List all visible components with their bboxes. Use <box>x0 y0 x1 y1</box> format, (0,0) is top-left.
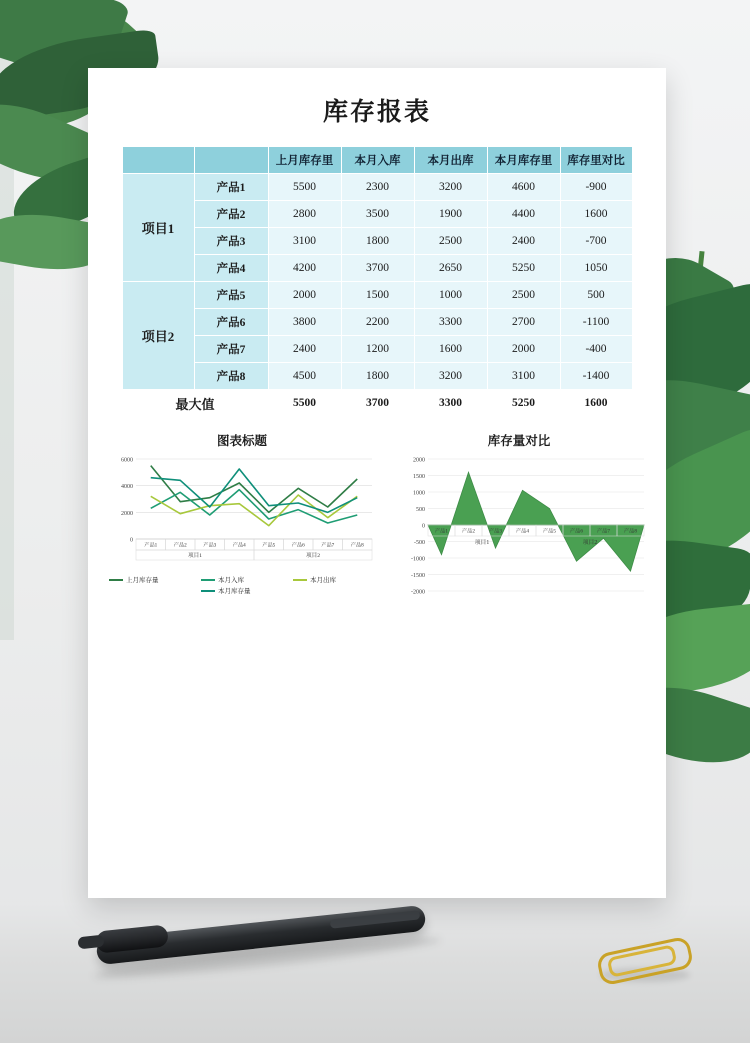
product-name: 产品6 <box>194 309 268 336</box>
cell-stock: 2500 <box>487 282 560 309</box>
x-axis-tick-label: 产品2 <box>462 528 475 535</box>
y-axis-tick-label: -500 <box>414 539 425 546</box>
cell-stock: 4400 <box>487 201 560 228</box>
cell-diff: -1100 <box>560 309 632 336</box>
cell-diff: -400 <box>560 336 632 363</box>
product-name: 产品1 <box>194 174 268 201</box>
cell-in: 2300 <box>341 174 414 201</box>
y-axis-tick-label: 0 <box>422 523 425 530</box>
cell-prev-stock: 2000 <box>268 282 341 309</box>
cell-prev-stock: 3100 <box>268 228 341 255</box>
cell-out: 1000 <box>414 282 487 309</box>
y-axis-tick-label: 2000 <box>413 457 425 464</box>
table-row <box>122 309 632 336</box>
x-axis-tick-label: 产品3 <box>203 542 217 549</box>
summary-diff: 1600 <box>560 390 632 417</box>
cell-in: 1500 <box>341 282 414 309</box>
line-chart <box>106 451 378 573</box>
legend-item <box>201 586 283 595</box>
x-axis-tick-label: 产品4 <box>232 542 246 549</box>
legend-label: 上月库存量 <box>126 577 159 584</box>
cell-in: 1800 <box>341 363 414 390</box>
cell-diff: 1600 <box>560 201 632 228</box>
x-axis-tick-label: 产品1 <box>144 542 158 549</box>
product-name: 产品8 <box>194 363 268 390</box>
group-label-2: 项目2 <box>122 282 194 390</box>
table-body <box>122 174 632 417</box>
x-axis-group-label: 项目2 <box>582 540 598 546</box>
table-row <box>122 228 632 255</box>
table-header-cell-blank1 <box>122 147 194 174</box>
charts-area <box>106 431 648 611</box>
cell-prev-stock: 2400 <box>268 336 341 363</box>
table-header-in: 本月入库 <box>341 147 414 174</box>
x-axis-tick-label: 产品6 <box>570 528 583 535</box>
legend-swatch <box>293 579 307 581</box>
table-header <box>122 147 632 174</box>
cell-out: 2500 <box>414 228 487 255</box>
inventory-table <box>122 146 633 417</box>
legend-swatch <box>109 579 123 581</box>
legend-swatch <box>201 579 215 581</box>
area-chart-card <box>388 431 650 611</box>
y-axis-tick-label: -1000 <box>411 556 425 563</box>
cell-out: 3200 <box>414 363 487 390</box>
line-chart-title: 图表标题 <box>216 434 267 448</box>
y-axis-tick-label: 2000 <box>121 510 133 517</box>
legend-item <box>201 575 283 584</box>
area-series-库存量对比 <box>428 472 644 571</box>
x-axis-tick-label: 产品5 <box>543 528 556 535</box>
y-axis-tick-label: 4000 <box>121 484 133 491</box>
table-header-cell-blank2 <box>194 147 268 174</box>
cell-stock: 4600 <box>487 174 560 201</box>
summary-out: 3300 <box>414 390 487 417</box>
group-label-1: 项目1 <box>122 174 194 282</box>
table-header-diff: 库存里对比 <box>560 147 632 174</box>
cell-prev-stock: 3800 <box>268 309 341 336</box>
cell-diff: -900 <box>560 174 632 201</box>
legend-item <box>293 575 375 584</box>
x-axis-tick-label: 产品3 <box>489 528 502 535</box>
legend-label: 本月入库 <box>218 577 244 584</box>
table-header-out: 本月出库 <box>414 147 487 174</box>
cell-in: 3500 <box>341 201 414 228</box>
cell-in: 2200 <box>341 309 414 336</box>
y-axis-tick-label: 0 <box>130 537 133 544</box>
line-chart-legend <box>106 575 378 595</box>
table-header-stock: 本月库存里 <box>487 147 560 174</box>
x-axis-tick-label: 产品1 <box>435 528 448 535</box>
cell-stock: 5250 <box>487 255 560 282</box>
page-title: 库存报表 <box>322 99 431 126</box>
cell-in: 1200 <box>341 336 414 363</box>
x-axis-tick-label: 产品5 <box>262 542 276 549</box>
cell-stock: 3100 <box>487 363 560 390</box>
cell-out: 1600 <box>414 336 487 363</box>
table-row <box>122 174 632 201</box>
x-axis-tick-label: 产品4 <box>516 528 529 535</box>
cell-prev-stock: 4200 <box>268 255 341 282</box>
cell-in: 1800 <box>341 228 414 255</box>
product-name: 产品7 <box>194 336 268 363</box>
summary-stock: 5250 <box>487 390 560 417</box>
cell-diff: 500 <box>560 282 632 309</box>
cell-prev-stock: 5500 <box>268 174 341 201</box>
y-axis-tick-label: -1500 <box>411 572 425 579</box>
y-axis-tick-label: 1500 <box>413 473 425 480</box>
legend-label: 本月出库 <box>310 577 336 584</box>
product-name: 产品5 <box>194 282 268 309</box>
cell-out: 2650 <box>414 255 487 282</box>
inventory-table-wrapper <box>88 146 666 417</box>
y-axis-tick-label: 500 <box>416 506 425 513</box>
x-axis-tick-label: 产品8 <box>624 528 637 535</box>
legend-swatch <box>201 590 215 592</box>
x-axis-tick-label: 产品6 <box>291 542 305 549</box>
table-row <box>122 336 632 363</box>
x-axis-tick-label: 产品7 <box>321 542 335 549</box>
y-axis-tick-label: 1000 <box>413 490 425 497</box>
line-chart-card <box>106 431 378 611</box>
product-name: 产品4 <box>194 255 268 282</box>
cell-out: 3200 <box>414 174 487 201</box>
line-series-本月出库 <box>151 495 358 526</box>
cell-out: 1900 <box>414 201 487 228</box>
table-row <box>122 255 632 282</box>
product-name: 产品3 <box>194 228 268 255</box>
cell-diff: 1050 <box>560 255 632 282</box>
x-axis-group-label: 项目1 <box>188 553 202 559</box>
legend-label: 本月库存量 <box>218 588 251 595</box>
document-page <box>88 68 666 898</box>
cell-diff: -700 <box>560 228 632 255</box>
cell-stock: 2400 <box>487 228 560 255</box>
legend-item <box>109 575 191 584</box>
table-row <box>122 201 632 228</box>
product-name: 产品2 <box>194 201 268 228</box>
summary-label: 最大值 <box>122 390 268 417</box>
table-row <box>122 282 632 309</box>
table-row-summary <box>122 390 632 417</box>
area-chart <box>388 451 650 611</box>
x-axis-tick-label: 产品2 <box>173 542 187 549</box>
cell-in: 3700 <box>341 255 414 282</box>
cell-out: 3300 <box>414 309 487 336</box>
x-axis-group-label: 项目2 <box>306 553 320 559</box>
table-header-prev-stock: 上月库存里 <box>268 147 341 174</box>
summary-in: 3700 <box>341 390 414 417</box>
cell-stock: 2000 <box>487 336 560 363</box>
y-axis-tick-label: -2000 <box>411 589 425 596</box>
area-chart-title: 库存量对比 <box>487 434 551 448</box>
cell-diff: -1400 <box>560 363 632 390</box>
cell-prev-stock: 4500 <box>268 363 341 390</box>
y-axis-tick-label: 6000 <box>121 457 133 464</box>
table-row <box>122 363 632 390</box>
x-axis-tick-label: 产品7 <box>597 528 610 535</box>
summary-prev-stock: 5500 <box>268 390 341 417</box>
cell-prev-stock: 2800 <box>268 201 341 228</box>
x-axis-tick-label: 产品8 <box>350 542 364 549</box>
cell-stock: 2700 <box>487 309 560 336</box>
x-axis-group-label: 项目1 <box>474 540 490 546</box>
